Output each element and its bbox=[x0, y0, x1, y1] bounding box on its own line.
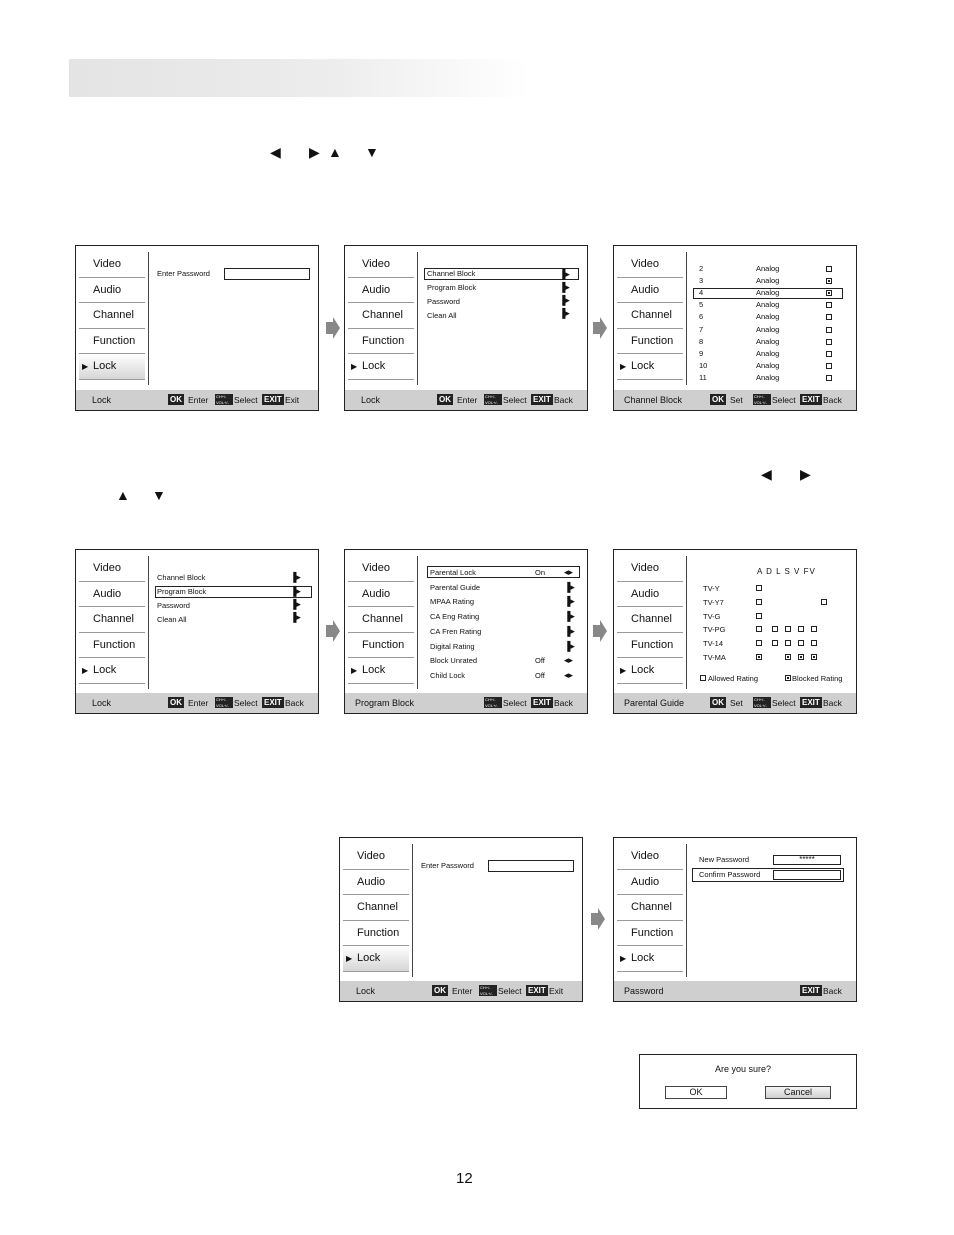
lock-item-clean-all[interactable]: Clean All bbox=[157, 615, 187, 624]
osd-screen-password-change bbox=[613, 837, 857, 1002]
submenu-arrow-icon: ▐▸ bbox=[559, 269, 570, 279]
rating-checkbox[interactable] bbox=[785, 626, 791, 632]
rating-row-label: TV-Y bbox=[703, 584, 720, 593]
allowed-rating-legend: Allowed Rating bbox=[708, 674, 759, 683]
osd-footer bbox=[614, 390, 856, 410]
channel-block-checkbox[interactable] bbox=[826, 351, 832, 357]
ok-key-icon: OK bbox=[712, 698, 724, 707]
rating-checkbox[interactable] bbox=[798, 654, 804, 660]
menu-item-lock[interactable] bbox=[348, 354, 414, 380]
right-arrow-icon: ▶ bbox=[309, 144, 320, 160]
up-arrow-icon: ▲ bbox=[116, 487, 130, 503]
menu-item-audio[interactable]: Audio bbox=[348, 278, 414, 304]
pointer-icon: ▶ bbox=[620, 954, 627, 963]
ch-vol-key-icon: CH+/- VOL+/- bbox=[484, 394, 502, 405]
ch-vol-key-icon: CH+/- VOL+/- bbox=[479, 985, 497, 996]
lock-item-password[interactable]: Password bbox=[427, 297, 460, 306]
program-block-item[interactable]: Child Lock bbox=[430, 670, 466, 680]
channel-number: 9 bbox=[699, 348, 704, 358]
footer-back-label: Back bbox=[285, 698, 304, 708]
menu-item-video[interactable]: Video bbox=[348, 252, 414, 278]
lock-item-channel-block[interactable]: Channel Block bbox=[157, 573, 206, 582]
pointer-icon: ▶ bbox=[620, 362, 627, 371]
page-number: 12 bbox=[456, 1170, 473, 1187]
pointer-icon: ▶ bbox=[82, 362, 89, 371]
rating-row-label: TV-PG bbox=[703, 625, 726, 635]
channel-number: 10 bbox=[699, 360, 708, 370]
channel-block-checkbox[interactable] bbox=[826, 302, 832, 308]
ok-key-icon: OK bbox=[170, 698, 182, 707]
divider bbox=[412, 844, 413, 977]
pointer-icon: ▶ bbox=[351, 666, 358, 675]
submenu-arrow-icon: ▐▸ bbox=[564, 625, 575, 636]
ch-vol-key-icon: CH+/- VOL+/- bbox=[753, 394, 771, 405]
menu-item-audio[interactable]: Audio bbox=[79, 582, 145, 608]
menu-item-function[interactable]: Function bbox=[348, 329, 414, 355]
side-menu bbox=[79, 556, 145, 684]
footer-exit-label: Exit bbox=[285, 395, 300, 405]
osd-screen-channel-block bbox=[613, 245, 857, 411]
channel-type: Analog bbox=[756, 324, 780, 334]
ch-vol-key-icon: CH+/- VOL+/- bbox=[484, 697, 502, 708]
submenu-arrow-icon: ▐▸ bbox=[290, 572, 301, 582]
footer-enter-label: Enter bbox=[188, 395, 209, 405]
divider bbox=[417, 252, 418, 385]
menu-item-audio[interactable]: Audio bbox=[617, 582, 683, 608]
footer-select-label: Select bbox=[772, 395, 796, 405]
channel-block-checkbox[interactable] bbox=[826, 339, 832, 345]
menu-item-lock-label: Lock bbox=[631, 952, 655, 964]
left-arrow-icon: ◀ bbox=[270, 144, 281, 160]
program-block-item[interactable]: Parental Lock bbox=[430, 568, 476, 577]
channel-number: 4 bbox=[699, 288, 704, 298]
enter-password-label: Enter Password bbox=[157, 269, 210, 278]
footer-set-label: Set bbox=[730, 395, 743, 405]
menu-item-lock-label: Lock bbox=[631, 664, 655, 676]
osd-footer bbox=[340, 981, 582, 1001]
channel-type: Analog bbox=[756, 264, 780, 273]
menu-item-audio[interactable]: Audio bbox=[348, 582, 414, 608]
footer-select-label: Select bbox=[234, 395, 258, 405]
submenu-arrow-icon: ▐▸ bbox=[559, 308, 570, 318]
submenu-arrow-icon: ▐▸ bbox=[290, 612, 301, 622]
toggle-arrows-icon: ◂▸ bbox=[564, 655, 574, 666]
menu-item-function[interactable]: Function bbox=[617, 921, 683, 947]
footer-enter-label: Enter bbox=[188, 698, 209, 708]
footer-back-label: Back bbox=[554, 395, 573, 405]
new-password-input[interactable] bbox=[773, 855, 841, 865]
lock-item-program-block[interactable]: Program Block bbox=[157, 587, 207, 596]
menu-item-audio[interactable]: Audio bbox=[617, 278, 683, 304]
footer-title: Lock bbox=[356, 986, 376, 996]
program-block-item[interactable]: CA Eng Rating bbox=[430, 612, 480, 622]
channel-type: Analog bbox=[756, 300, 780, 310]
program-block-value: Off bbox=[535, 670, 545, 680]
next-step-arrow-icon bbox=[593, 620, 607, 642]
menu-item-lock[interactable] bbox=[343, 946, 409, 972]
menu-item-video[interactable]: Video bbox=[79, 556, 145, 582]
exit-key-icon: EXIT bbox=[533, 698, 551, 707]
program-block-value: Off bbox=[535, 656, 545, 666]
channel-block-checkbox[interactable] bbox=[826, 375, 832, 381]
menu-item-video[interactable]: Video bbox=[617, 252, 683, 278]
divider bbox=[686, 844, 687, 977]
submenu-arrow-icon: ▐▸ bbox=[290, 586, 301, 596]
cancel-button[interactable]: Cancel bbox=[765, 1086, 831, 1099]
footer-enter-label: Enter bbox=[452, 986, 473, 996]
pointer-icon: ▶ bbox=[351, 362, 358, 371]
program-block-item[interactable]: MPAA Rating bbox=[430, 597, 475, 607]
rating-checkbox[interactable] bbox=[772, 640, 778, 646]
next-step-arrow-icon bbox=[326, 620, 340, 642]
menu-item-video[interactable]: Video bbox=[617, 556, 683, 582]
rating-checkbox[interactable] bbox=[811, 626, 817, 632]
submenu-arrow-icon: ▐▸ bbox=[564, 611, 575, 622]
rating-columns-header: A D L S V FV bbox=[757, 567, 816, 576]
rating-row-label: TV-Y7 bbox=[703, 597, 724, 607]
rating-checkbox[interactable] bbox=[756, 585, 762, 591]
footer-exit-label: Exit bbox=[549, 986, 564, 996]
footer-enter-label: Enter bbox=[457, 395, 478, 405]
channel-block-checkbox[interactable] bbox=[826, 327, 832, 333]
side-menu bbox=[617, 844, 683, 972]
divider bbox=[686, 556, 687, 689]
lock-item-password[interactable]: Password bbox=[157, 601, 190, 610]
osd-screen-program-block bbox=[344, 549, 588, 714]
menu-item-channel[interactable]: Channel bbox=[617, 607, 683, 633]
left-arrow-icon: ◀ bbox=[761, 466, 772, 482]
menu-item-channel[interactable]: Channel bbox=[617, 303, 683, 329]
menu-item-channel[interactable]: Channel bbox=[79, 303, 145, 329]
menu-item-lock-label: Lock bbox=[357, 952, 381, 964]
menu-item-channel[interactable]: Channel bbox=[343, 895, 409, 921]
submenu-arrow-icon: ▐▸ bbox=[290, 599, 301, 609]
down-arrow-icon: ▼ bbox=[152, 487, 166, 503]
osd-footer bbox=[614, 693, 856, 713]
menu-item-lock[interactable] bbox=[617, 354, 683, 380]
rating-checkbox[interactable] bbox=[756, 654, 762, 660]
channel-type: Analog bbox=[756, 372, 780, 382]
osd-screen-enter-password-2 bbox=[339, 837, 583, 1002]
toggle-arrows-icon: ◂▸ bbox=[564, 567, 574, 577]
menu-item-audio[interactable]: Audio bbox=[79, 278, 145, 304]
password-input[interactable] bbox=[488, 860, 574, 872]
menu-item-function[interactable]: Function bbox=[348, 633, 414, 659]
side-menu bbox=[617, 556, 683, 684]
channel-block-checkbox[interactable] bbox=[826, 266, 832, 272]
osd-footer bbox=[345, 390, 587, 410]
footer-select-label: Select bbox=[234, 698, 258, 708]
next-step-arrow-icon bbox=[591, 908, 605, 930]
channel-type: Analog bbox=[756, 348, 780, 358]
right-arrow-icon: ▶ bbox=[800, 466, 811, 482]
menu-item-lock-label: Lock bbox=[93, 664, 117, 676]
menu-item-function[interactable]: Function bbox=[617, 329, 683, 355]
ok-button[interactable]: OK bbox=[665, 1086, 727, 1099]
rating-checkbox[interactable] bbox=[756, 599, 762, 605]
new-password-label: New Password bbox=[699, 855, 750, 864]
ch-vol-key-icon: CH+/- VOL+/- bbox=[753, 697, 771, 708]
menu-item-function[interactable]: Function bbox=[79, 329, 145, 355]
menu-item-lock-label: Lock bbox=[631, 360, 655, 372]
menu-item-lock[interactable] bbox=[617, 946, 683, 972]
submenu-arrow-icon: ▐▸ bbox=[564, 596, 575, 607]
osd-screen-lock-menu bbox=[344, 245, 588, 411]
ok-key-icon: OK bbox=[434, 986, 446, 995]
menu-item-video[interactable]: Video bbox=[617, 844, 683, 870]
channel-type: Analog bbox=[756, 360, 780, 370]
rating-checkbox[interactable] bbox=[798, 626, 804, 632]
side-menu bbox=[343, 844, 409, 972]
new-password-value: ***** bbox=[799, 855, 815, 864]
footer-back-label: Back bbox=[823, 395, 842, 405]
side-menu bbox=[617, 252, 683, 380]
channel-number: 3 bbox=[699, 276, 704, 286]
side-menu bbox=[79, 252, 145, 380]
channel-number: 8 bbox=[699, 336, 704, 346]
pointer-icon: ▶ bbox=[620, 666, 627, 675]
footer-back-label: Back bbox=[823, 698, 842, 708]
lock-item-clean-all[interactable]: Clean All bbox=[427, 311, 457, 320]
menu-item-channel[interactable]: Channel bbox=[348, 303, 414, 329]
rating-checkbox[interactable] bbox=[811, 654, 817, 660]
menu-item-channel[interactable]: Channel bbox=[348, 607, 414, 633]
exit-key-icon: EXIT bbox=[264, 395, 282, 404]
rating-checkbox[interactable] bbox=[785, 654, 791, 660]
menu-item-channel[interactable]: Channel bbox=[79, 607, 145, 633]
menu-item-lock[interactable] bbox=[79, 658, 145, 684]
footer-title: Channel Block bbox=[624, 395, 683, 405]
menu-item-function[interactable]: Function bbox=[343, 921, 409, 947]
footer-title: Program Block bbox=[355, 698, 415, 708]
side-menu bbox=[348, 252, 414, 380]
down-arrow-icon: ▼ bbox=[365, 144, 379, 160]
menu-item-audio[interactable]: Audio bbox=[343, 870, 409, 896]
channel-type: Analog bbox=[756, 288, 780, 298]
menu-item-video[interactable]: Video bbox=[79, 252, 145, 278]
rating-row-label: TV-14 bbox=[703, 639, 724, 649]
osd-screen-lock-menu-program bbox=[75, 549, 319, 714]
ch-vol-key-icon: CH+/- VOL+/- bbox=[215, 697, 233, 708]
osd-screen-enter-password bbox=[75, 245, 319, 411]
divider bbox=[417, 556, 418, 689]
menu-item-lock[interactable] bbox=[79, 354, 145, 380]
next-step-arrow-icon bbox=[326, 317, 340, 339]
confirm-password-input[interactable] bbox=[773, 870, 841, 880]
footer-back-label: Back bbox=[823, 986, 842, 996]
menu-item-channel[interactable]: Channel bbox=[617, 895, 683, 921]
menu-item-function[interactable]: Function bbox=[617, 633, 683, 659]
section-header-bar bbox=[69, 59, 529, 97]
menu-item-audio[interactable]: Audio bbox=[617, 870, 683, 896]
footer-title: Lock bbox=[92, 698, 112, 708]
menu-item-lock-label: Lock bbox=[362, 360, 386, 372]
side-menu bbox=[348, 556, 414, 684]
password-input[interactable] bbox=[224, 268, 310, 280]
submenu-arrow-icon: ▐▸ bbox=[564, 640, 575, 651]
footer-title: Lock bbox=[92, 395, 112, 405]
up-arrow-icon: ▲ bbox=[328, 144, 342, 160]
footer-select-label: Select bbox=[503, 395, 527, 405]
channel-type: Analog bbox=[756, 276, 780, 286]
exit-key-icon: EXIT bbox=[802, 395, 820, 404]
ok-key-icon: OK bbox=[439, 395, 451, 404]
rating-checkbox[interactable] bbox=[772, 626, 778, 632]
rating-checkbox[interactable] bbox=[821, 599, 827, 605]
blocked-rating-legend: Blocked Rating bbox=[792, 674, 843, 683]
menu-item-lock-label: Lock bbox=[362, 664, 386, 676]
program-block-value: On bbox=[535, 568, 546, 577]
rating-checkbox[interactable] bbox=[798, 640, 804, 646]
menu-item-lock-label: Lock bbox=[93, 360, 117, 372]
exit-key-icon: EXIT bbox=[264, 698, 282, 707]
rating-checkbox[interactable] bbox=[756, 626, 762, 632]
toggle-arrows-icon: ◂▸ bbox=[564, 669, 574, 680]
rating-checkbox[interactable] bbox=[811, 640, 817, 646]
ok-key-icon: OK bbox=[170, 395, 182, 404]
exit-key-icon: EXIT bbox=[802, 698, 820, 707]
channel-block-checkbox[interactable] bbox=[826, 314, 832, 320]
program-block-item[interactable]: Digital Rating bbox=[430, 641, 475, 651]
footer-title: Parental Guide bbox=[624, 698, 685, 708]
ch-vol-key-icon: CH+/- VOL+/- bbox=[215, 394, 233, 405]
rating-checkbox[interactable] bbox=[756, 613, 762, 619]
exit-key-icon: EXIT bbox=[533, 395, 551, 404]
divider bbox=[148, 252, 149, 385]
channel-number: 7 bbox=[699, 324, 704, 334]
menu-item-video[interactable]: Video bbox=[348, 556, 414, 582]
rating-row-label: TV-G bbox=[703, 611, 721, 621]
footer-select-label: Select bbox=[772, 698, 796, 708]
channel-number: 2 bbox=[699, 264, 704, 273]
rating-checkbox[interactable] bbox=[756, 640, 762, 646]
program-block-item[interactable]: CA Fren Rating bbox=[430, 626, 482, 636]
program-block-item[interactable]: Parental Guide bbox=[430, 582, 481, 592]
menu-item-lock[interactable] bbox=[617, 658, 683, 684]
footer-select-label: Select bbox=[503, 698, 527, 708]
allowed-legend-icon bbox=[700, 675, 706, 681]
osd-screen-parental-guide bbox=[613, 549, 857, 714]
footer-set-label: Set bbox=[730, 698, 743, 708]
osd-footer bbox=[76, 390, 318, 410]
submenu-arrow-icon: ▐▸ bbox=[559, 295, 570, 305]
exit-key-icon: EXIT bbox=[802, 986, 820, 995]
footer-title: Lock bbox=[361, 395, 381, 405]
pointer-icon: ▶ bbox=[346, 954, 353, 963]
enter-password-label: Enter Password bbox=[421, 861, 474, 870]
menu-item-function[interactable]: Function bbox=[79, 633, 145, 659]
lock-item-channel-block[interactable]: Channel Block bbox=[427, 269, 476, 278]
blocked-legend-icon bbox=[785, 675, 791, 681]
footer-title: Password bbox=[624, 986, 664, 996]
exit-key-icon: EXIT bbox=[528, 986, 546, 995]
osd-footer bbox=[614, 981, 856, 1001]
menu-item-video[interactable]: Video bbox=[343, 844, 409, 870]
channel-type: Analog bbox=[756, 312, 780, 322]
channel-block-checkbox[interactable] bbox=[826, 290, 832, 296]
osd-footer bbox=[76, 693, 318, 713]
program-block-item[interactable]: Block Unrated bbox=[430, 656, 478, 666]
channel-block-checkbox[interactable] bbox=[826, 278, 832, 284]
submenu-arrow-icon: ▐▸ bbox=[564, 581, 575, 592]
channel-number: 5 bbox=[699, 300, 704, 310]
confirm-dialog bbox=[639, 1054, 857, 1109]
submenu-arrow-icon: ▐▸ bbox=[559, 282, 570, 292]
rating-row-label: TV-MA bbox=[703, 653, 726, 662]
channel-type: Analog bbox=[756, 336, 780, 346]
divider bbox=[686, 252, 687, 385]
next-step-arrow-icon bbox=[593, 317, 607, 339]
channel-number: 6 bbox=[699, 312, 704, 322]
lock-item-program-block[interactable]: Program Block bbox=[427, 283, 477, 292]
rating-checkbox[interactable] bbox=[785, 640, 791, 646]
channel-block-checkbox[interactable] bbox=[826, 363, 832, 369]
osd-footer bbox=[345, 693, 587, 713]
confirm-password-label: Confirm Password bbox=[699, 870, 761, 879]
divider bbox=[148, 556, 149, 689]
channel-number: 11 bbox=[699, 372, 707, 382]
pointer-icon: ▶ bbox=[82, 666, 89, 675]
menu-item-lock[interactable] bbox=[348, 658, 414, 684]
footer-back-label: Back bbox=[554, 698, 573, 708]
confirm-question: Are you sure? bbox=[715, 1064, 772, 1074]
ok-key-icon: OK bbox=[712, 395, 724, 404]
footer-select-label: Select bbox=[498, 986, 522, 996]
